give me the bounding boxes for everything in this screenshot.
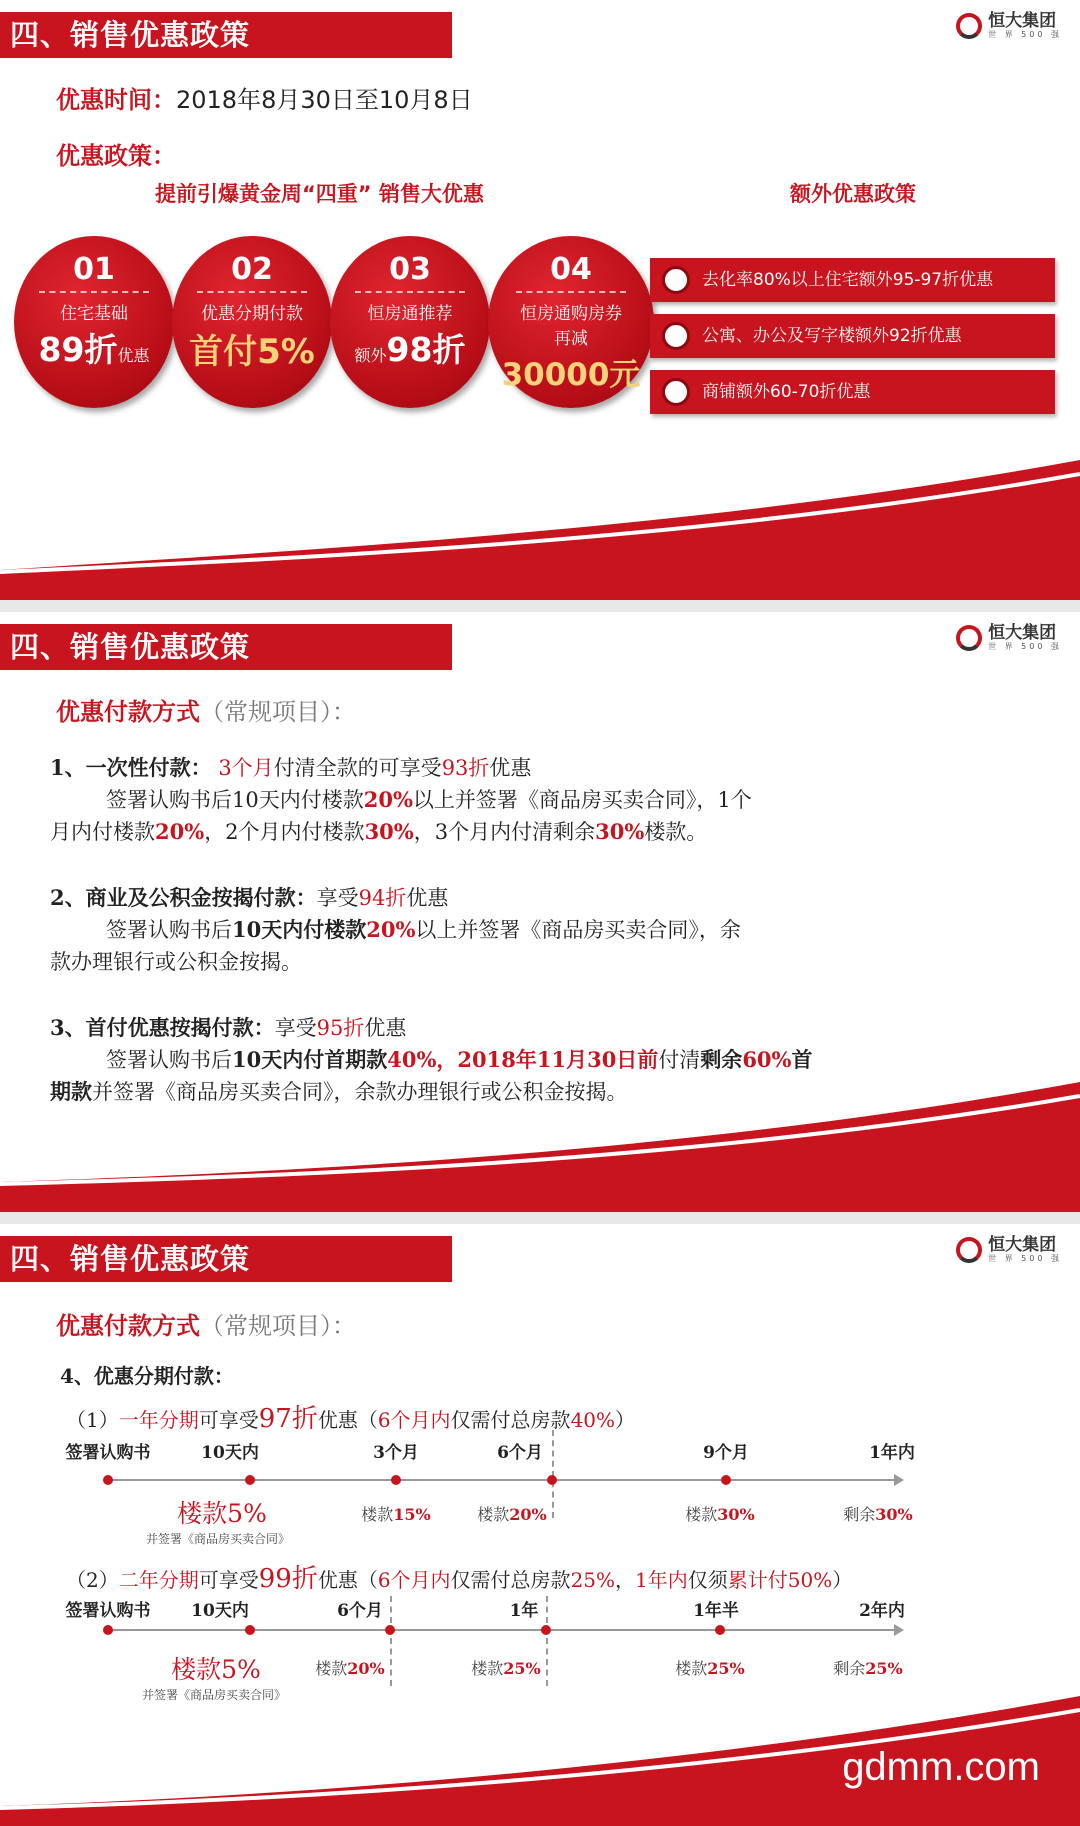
offer-circle-02 (172, 236, 332, 408)
logo-name: 恒大集团 (988, 11, 1057, 31)
extra-offer-text: 去化率80%以上住宅额外95-97折优惠 (702, 270, 994, 290)
logo-mark-icon (956, 13, 982, 39)
promo-time (56, 80, 473, 115)
timeline-point (541, 1625, 551, 1635)
left-heading: 提前引爆黄金周“四重” 销售大优惠 (155, 182, 484, 206)
timeline-point (385, 1625, 395, 1635)
payment-title-paren: （常规项目）： (200, 1312, 356, 1340)
circle-pre: 额外 (354, 346, 387, 365)
circle-line: 优惠分期付款 (201, 304, 303, 324)
circle-big: 98折 (386, 330, 466, 369)
timeline-point (103, 1625, 113, 1635)
extra-offer-text: 公寓、办公及写字楼额外92折优惠 (702, 326, 962, 346)
policy-label: 优惠政策： (56, 142, 176, 170)
extra-offer-bar-1 (650, 258, 1055, 302)
plan-1-heading: （1）一年分期可享受97折优惠（6个月内仅需付总房款40%） (66, 1404, 636, 1434)
watermark: gdmm.com (842, 1745, 1040, 1789)
slide-3 (0, 1224, 1080, 1826)
payment-item-2: 2、商业及公积金按揭付款：享受94折优惠 签署认购书后10天内付楼款20%以上并签署《商品房买卖合同》，余 款办理银行或公积金按揭。 (50, 885, 741, 974)
logo-name: 恒大集团 (988, 623, 1057, 643)
right-heading: 额外优惠政策 (790, 182, 916, 206)
timeline-2: 签署认购书 10天内 6个月 1年 1年半 2年内 楼款5% 并签署《商品房买卖合同》 楼款20% 楼款25% 楼款25% 剩余25% (0, 1596, 1080, 1726)
circle-number: 04 (550, 252, 592, 287)
extra-offer-bar-3 (650, 370, 1055, 414)
circle-tail: 优惠 (117, 346, 150, 365)
offer-circle-01 (14, 236, 174, 408)
timeline-point (391, 1475, 401, 1485)
offer-circle-04 (488, 236, 654, 408)
circle-big: 首付5% (189, 332, 315, 372)
extra-offer-text: 商铺额外60-70折优惠 (702, 382, 871, 402)
slide-1 (0, 0, 1080, 600)
bullet-icon (662, 266, 690, 294)
payment-item-1: 1、一次性付款： 3个月付清全款的可享受93折优惠 签署认购书后10天内付楼款20%以上并签署《商品房买卖合同》，1个 月内付楼款20%，2个月内付楼款30%，3个月内付清剩余30%楼款。 (50, 755, 752, 844)
offer-circle-03 (330, 236, 490, 408)
logo-sub: 世 界 500 强 (988, 642, 1062, 651)
section-header: 四、销售优惠政策 (0, 12, 452, 58)
circle-line: 恒房通推荐 (367, 304, 453, 324)
circle-line: 住宅基础 (60, 304, 128, 324)
time-label: 优惠时间： (56, 86, 176, 114)
payment-title-label: 优惠付款方式 (56, 698, 200, 726)
red-wave (0, 460, 1080, 600)
circle-big: 30000元 (501, 357, 641, 393)
section-header: 四、销售优惠政策 (0, 624, 452, 670)
timeline-point (547, 1475, 557, 1485)
slide-2 (0, 612, 1080, 1212)
time-value: 2018年8月30日至10月8日 (176, 86, 473, 114)
payment-title (56, 1306, 356, 1341)
payment-title-paren: （常规项目）： (200, 698, 356, 726)
timeline-1: 签署认购书 10天内 3个月 6个月 9个月 1年内 楼款5% 并签署《商品房买卖合同》 楼款15% 楼款20% 楼款30% 剩余30% (0, 1430, 1080, 1560)
circle-big: 89折 (38, 330, 118, 369)
logo-mark-icon (956, 1237, 982, 1263)
circle-line: 恒房通购房券 (520, 304, 622, 324)
red-wave (0, 1082, 1080, 1212)
plan-2-heading: （2）二年分期可享受99折优惠（6个月内仅需付总房款25%，1年内仅须累计付50%） (66, 1564, 853, 1594)
section-header: 四、销售优惠政策 (0, 1236, 452, 1282)
circle-number: 02 (231, 252, 273, 287)
circle-line-2: 再减 (554, 329, 588, 349)
installment-heading: 4、优惠分期付款： (60, 1364, 234, 1388)
timeline-point (245, 1475, 255, 1485)
logo (956, 624, 1062, 652)
logo-mark-icon (956, 625, 982, 651)
payment-title (56, 692, 356, 727)
payment-item-3: 3、首付优惠按揭付款：享受95折优惠 签署认购书后10天内付首期款40%，2018年11月30日前付清剩余60%首 期款并签署《商品房买卖合同》，余款办理银行或公积金按揭。 (50, 1015, 813, 1104)
payment-title-label: 优惠付款方式 (56, 1312, 200, 1340)
logo-name: 恒大集团 (988, 1235, 1057, 1255)
logo (956, 1236, 1062, 1264)
extra-offer-bar-2 (650, 314, 1055, 358)
circle-number: 03 (389, 252, 431, 287)
circle-number: 01 (73, 252, 115, 287)
timeline-point (721, 1475, 731, 1485)
timeline-point (103, 1475, 113, 1485)
timeline-point (715, 1625, 725, 1635)
logo (956, 12, 1062, 40)
bullet-icon (662, 378, 690, 406)
logo-sub: 世 界 500 强 (988, 30, 1062, 39)
logo-sub: 世 界 500 强 (988, 1254, 1062, 1263)
bullet-icon (662, 322, 690, 350)
timeline-point (245, 1625, 255, 1635)
